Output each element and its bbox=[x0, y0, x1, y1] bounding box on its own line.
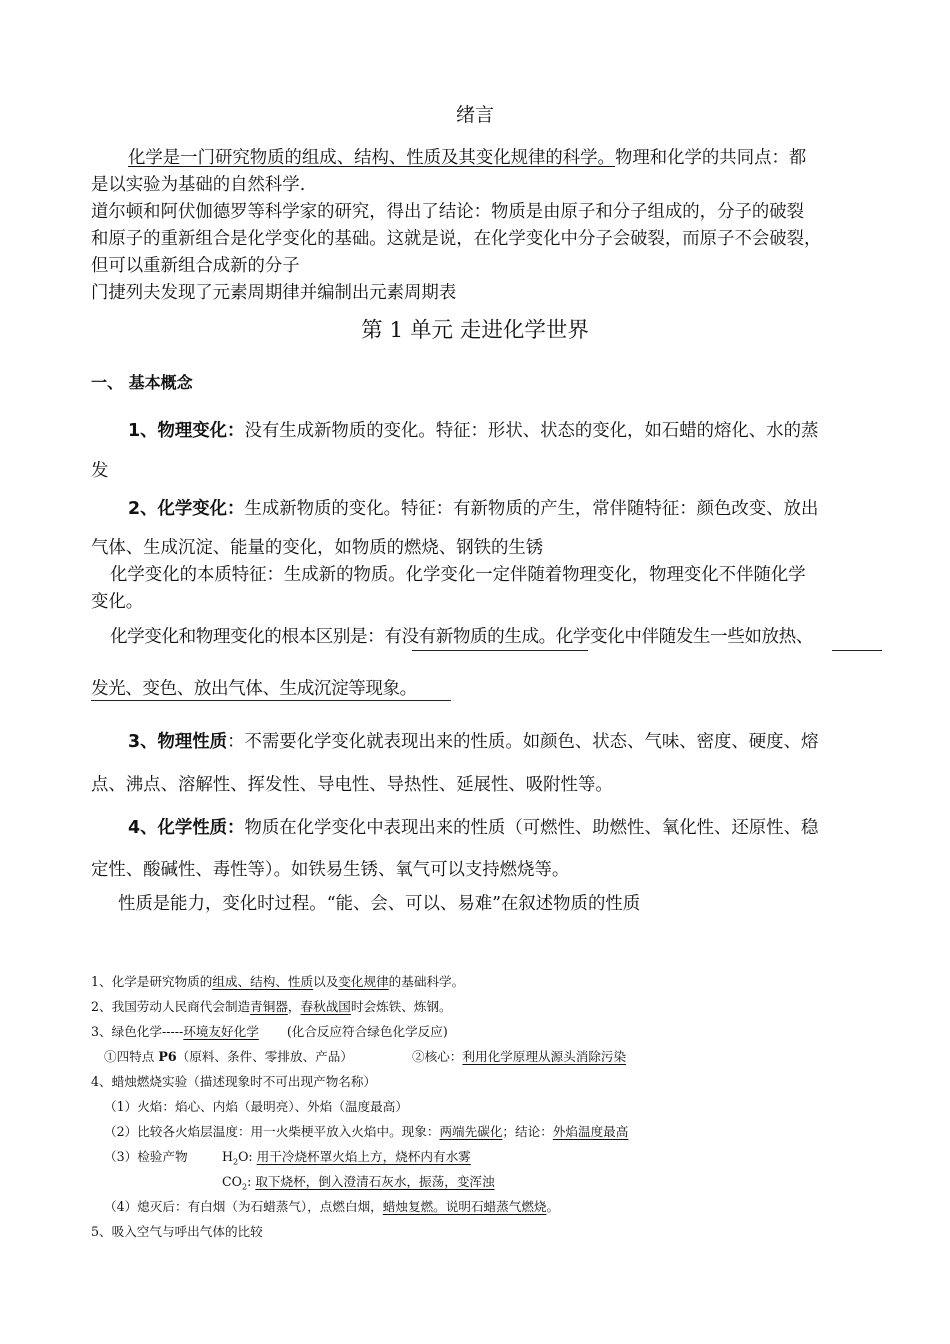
difference-phenomena-start: 放热、 bbox=[761, 627, 813, 647]
note-text: （2）比较各火焰层温度：用一火柴梗平放入火焰中。现象： bbox=[104, 1124, 440, 1139]
difference-phenomena: 发光、变色、放出气体、生成沉淀 bbox=[91, 679, 349, 699]
concept-physical-property-cont: 点、沸点、溶解性、挥发性、导电性、导热性、延展性、吸附性等。 bbox=[91, 775, 613, 795]
intro-paragraph-2-line-3: 但可以重新组合成新的分子 bbox=[91, 256, 300, 276]
concept-text: 物质在化学变化中表现出来的性质（可燃性、助燃性、氧化性、还原性、稳 bbox=[244, 818, 819, 838]
note-1 bbox=[91, 971, 464, 990]
concept-physical-property bbox=[128, 727, 818, 752]
note-3-core bbox=[412, 1046, 626, 1065]
common-point-text: 物理和化学的共同点：都 bbox=[614, 148, 807, 168]
note-text: （原料、条件、零排放、产品） bbox=[176, 1049, 353, 1064]
note-4-4 bbox=[104, 1196, 559, 1215]
essence-line-2: 变化。 bbox=[91, 592, 144, 612]
section-basic-concepts: 一、 基本概念 bbox=[91, 373, 193, 392]
formula: O: bbox=[238, 1149, 253, 1164]
note-4-1: （1）火焰：焰心、内焰（最明亮）、外焰（温度最高） bbox=[104, 1099, 408, 1114]
note-text: 的基础科学。 bbox=[388, 974, 465, 989]
formula-subscript: 2 bbox=[241, 1182, 248, 1192]
note-blank: 蜡烛复燃。说明石蜡蒸气燃烧 bbox=[382, 1199, 547, 1214]
concept-label: 1、物理变化： bbox=[128, 421, 245, 441]
difference-mid: 。化学变化中伴随发生一些如 bbox=[538, 627, 762, 647]
note-3 bbox=[91, 1021, 448, 1040]
concept-text: 没有生成新物质的变化。特征：形状、状态的变化，如石蜡的熔化、水的蒸 bbox=[244, 421, 819, 441]
note-blank: 取下烧杯，倒入澄清石灰水，振荡，变浑浊 bbox=[255, 1174, 495, 1189]
note-text: （4）熄灭后：有白烟（为石蜡蒸气），点燃白烟， bbox=[104, 1199, 383, 1214]
note-2 bbox=[91, 996, 452, 1015]
note-text: (化合反应符合绿色化学反应) bbox=[286, 1024, 448, 1039]
fundamental-difference-cont bbox=[91, 675, 417, 700]
intro-paragraph-1-cont: 是以实验为基础的自然科学. bbox=[91, 175, 306, 195]
note-blank: 两端先碳化 bbox=[439, 1124, 503, 1139]
note-text: ②核心： bbox=[412, 1049, 463, 1064]
concept-label: 4、化学性质： bbox=[128, 818, 245, 838]
note-text: 。 bbox=[546, 1199, 560, 1214]
note-5: 5、吸入空气与呼出气体的比较 bbox=[91, 1224, 263, 1239]
note-3-sub bbox=[104, 1046, 353, 1065]
note-blank: 用干冷烧杯罩火焰上方，烧杯内有水雾 bbox=[256, 1149, 471, 1164]
formula-subscript: 2 bbox=[232, 1157, 239, 1167]
note-blank: 变化规律 bbox=[338, 974, 389, 989]
note-blank: 组成、结构、性质 bbox=[212, 974, 314, 989]
underline-rule bbox=[412, 650, 588, 651]
note-blank: 外焰温度最高 bbox=[552, 1124, 629, 1139]
intro-paragraph-2-line-2: 和原子的重新组合是化学变化的基础。这就是说，在化学变化中分子会破裂，而原子不会破裂， bbox=[91, 229, 822, 249]
formula: : bbox=[247, 1174, 252, 1189]
intro-paragraph-3: 门捷列夫发现了元素周期律并编制出元素周期表 bbox=[91, 283, 457, 303]
note-text: 时会炼铁、炼钢。 bbox=[350, 999, 452, 1014]
concept-text: 生成新物质的变化。特征：有新物质的产生，常伴随特征：颜色改变、放出 bbox=[244, 499, 819, 519]
essence-line-1: 化学变化的本质特征：生成新的物质。化学变化一定伴随着物理变化，物理变化不伴随化学 bbox=[110, 565, 806, 585]
property-nature-note: 性质是能力，变化时过程。“能、会、可以、易难”在叙述物质的性质 bbox=[118, 894, 641, 914]
concept-label: 3、物理性质 bbox=[128, 732, 228, 752]
note-text: ， bbox=[287, 999, 301, 1014]
page-ref: P6 bbox=[158, 1049, 177, 1064]
difference-key: 有没有新物质的生成 bbox=[384, 627, 539, 647]
note-blank: 利用化学原理从源头消除污染 bbox=[462, 1049, 627, 1064]
intro-paragraph-2-line-1: 道尔顿和阿伏伽德罗等科学家的研究，得出了结论：物质是由原子和分子组成的，分子的破裂 bbox=[91, 202, 805, 222]
concept-chemical-change-cont: 气体、生成沉淀、能量的变化，如物质的燃烧、钢铁的生锈 bbox=[91, 538, 544, 558]
note-text: 以及 bbox=[313, 974, 339, 989]
note-blank: 环境友好化学 bbox=[183, 1024, 259, 1039]
chemistry-definition: 化学是一门研究物质的组成、结构、性质及其变化规律的科学。 bbox=[128, 148, 615, 168]
note-4-3-water bbox=[222, 1146, 471, 1167]
formula: H bbox=[222, 1149, 233, 1164]
note-text: ①四特点 bbox=[104, 1049, 159, 1064]
note-text: ；结论： bbox=[502, 1124, 553, 1139]
concept-chemical-change bbox=[128, 494, 818, 519]
intro-paragraph-1 bbox=[128, 143, 806, 168]
note-text: 1、化学是研究物质的 bbox=[91, 974, 213, 989]
fundamental-difference bbox=[110, 623, 813, 648]
note-text: 3、绿色化学----- bbox=[91, 1024, 184, 1039]
concept-text: ：不需要化学变化就表现出来的性质。如颜色、状态、气味、密度、硬度、熔 bbox=[227, 732, 819, 752]
difference-tail: 等现象。 bbox=[348, 679, 417, 699]
difference-lead: 化学变化和物理变化的根本区别是： bbox=[110, 627, 385, 647]
note-4-2 bbox=[104, 1121, 628, 1140]
note-4-3-label: （3）检验产物 bbox=[104, 1149, 188, 1164]
concept-physical-change-cont: 发 bbox=[91, 461, 109, 481]
underline-rule bbox=[832, 650, 882, 651]
formula: CO bbox=[222, 1174, 242, 1189]
note-text: 2、我国劳动人民商代会制造 bbox=[91, 999, 251, 1014]
intro-title: 绪言 bbox=[455, 104, 494, 126]
concept-chemical-property-cont: 定性、酸碱性、毒性等）。如铁易生锈、氧气可以支持燃烧等。 bbox=[91, 860, 570, 880]
note-blank: 青铜器 bbox=[250, 999, 288, 1014]
concept-label: 2、化学变化： bbox=[128, 499, 245, 519]
concept-physical-change bbox=[128, 416, 818, 441]
note-4-3-co2 bbox=[222, 1171, 495, 1192]
unit-title: 第 1 单元 走进化学世界 bbox=[361, 318, 589, 343]
concept-chemical-property bbox=[128, 813, 818, 838]
note-blank: 春秋战国 bbox=[300, 999, 351, 1014]
note-4: 4、蜡烛燃烧实验（描述现象时不可出现产物名称） bbox=[91, 1074, 377, 1089]
underline-rule bbox=[91, 700, 451, 701]
